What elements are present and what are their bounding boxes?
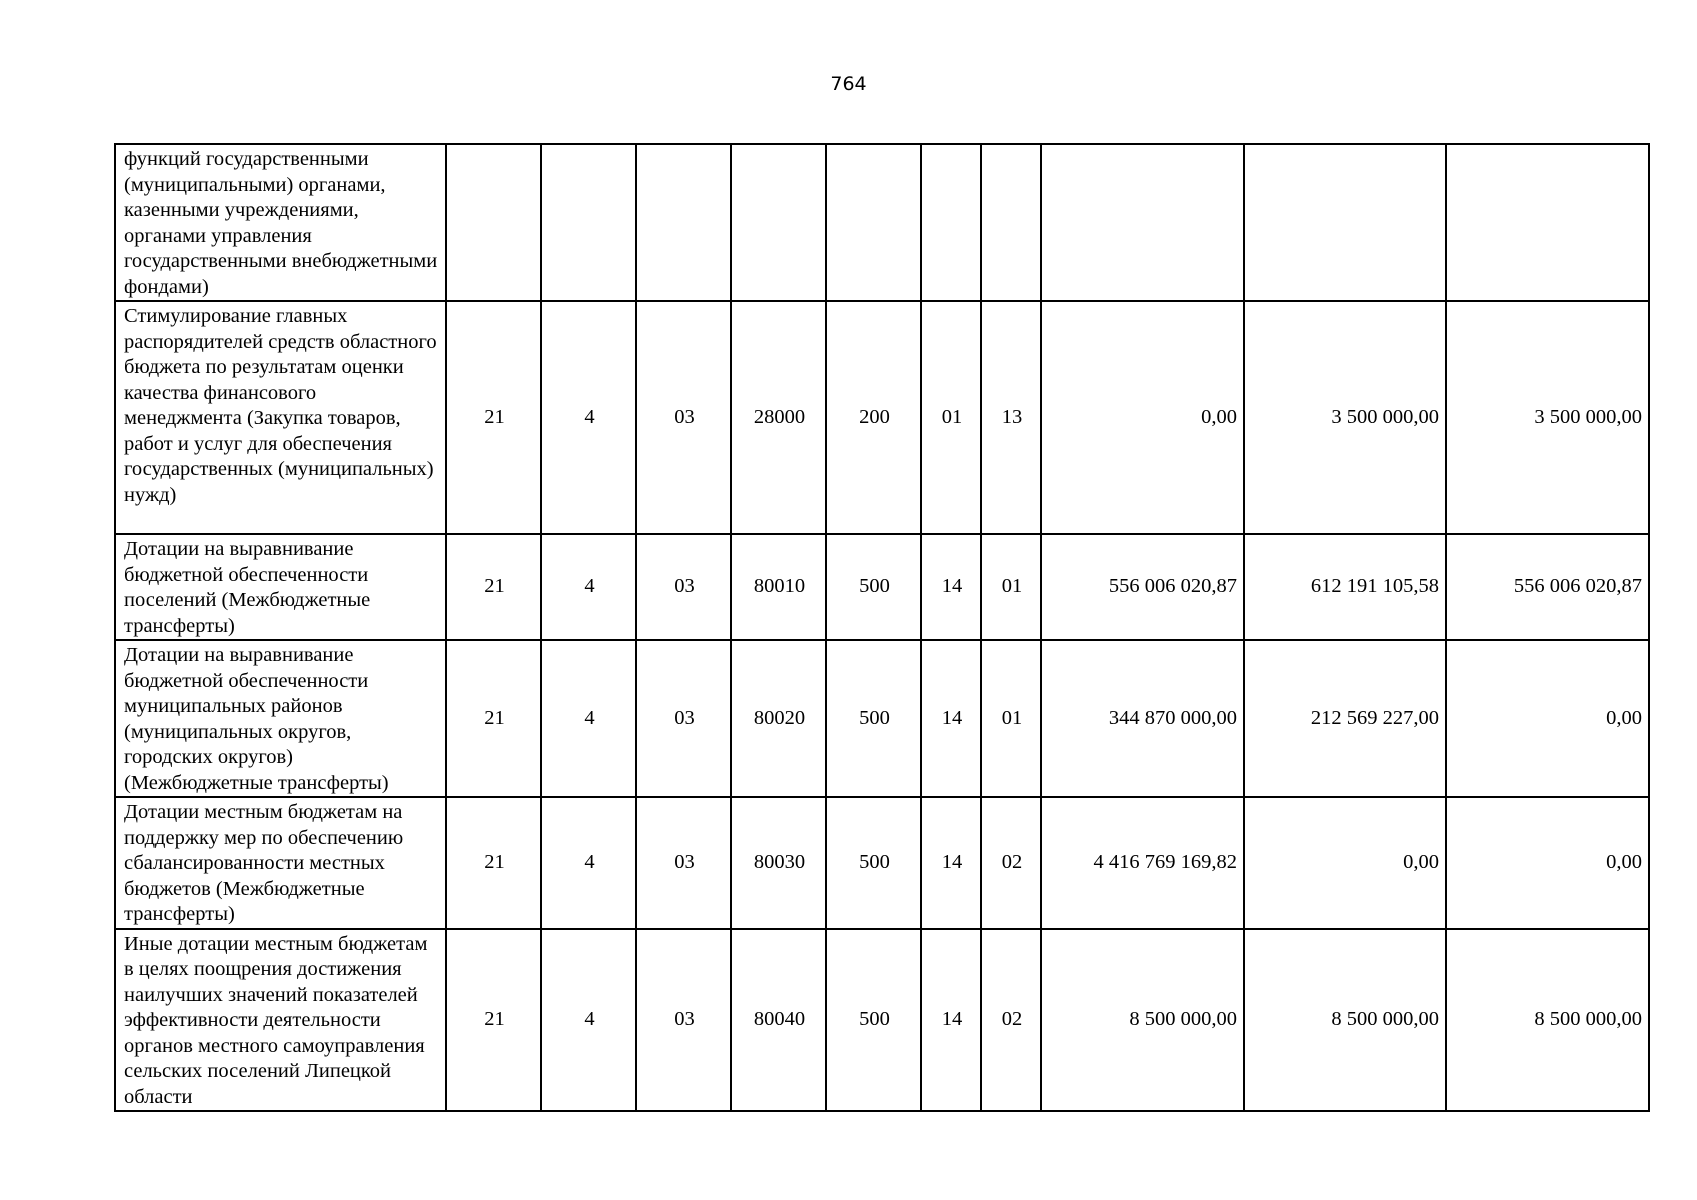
main-activity-code-cell — [636, 144, 731, 301]
subsection-code-cell: 13 — [981, 301, 1041, 534]
program-code-cell: 21 — [446, 534, 541, 640]
table-row — [115, 301, 1649, 534]
amount-cell-1: 4 416 769 169,82 — [1041, 797, 1244, 929]
program-code-cell: 21 — [446, 797, 541, 929]
row-description: функций государственными (муниципальными) органами, казенными учреждениями, органами управления государственными внебюджетными фондами) — [115, 144, 446, 301]
program-code-cell — [446, 144, 541, 301]
section-code-cell — [921, 144, 981, 301]
expense-type-cell: 500 — [826, 640, 921, 797]
amount-cell-3: 556 006 020,87 — [1446, 534, 1649, 640]
subprogram-code-cell: 4 — [541, 301, 636, 534]
page-number: 764 — [830, 73, 867, 95]
section-code-cell: 14 — [921, 534, 981, 640]
amount-cell-3: 8 500 000,00 — [1446, 929, 1649, 1112]
amount-cell-3: 0,00 — [1446, 640, 1649, 797]
table-row — [115, 929, 1649, 1112]
expense-type-cell: 500 — [826, 797, 921, 929]
expense-type-cell: 500 — [826, 534, 921, 640]
subprogram-code-cell: 4 — [541, 797, 636, 929]
amount-cell-1: 556 006 020,87 — [1041, 534, 1244, 640]
direction-code-cell: 80030 — [731, 797, 826, 929]
table-row — [115, 640, 1649, 797]
subsection-code-cell: 01 — [981, 640, 1041, 797]
amount-cell-3: 0,00 — [1446, 797, 1649, 929]
program-code-cell: 21 — [446, 301, 541, 534]
amount-cell-2 — [1244, 144, 1446, 301]
direction-code-cell: 80010 — [731, 534, 826, 640]
row-description: Иные дотации местным бюджетам в целях поощрения достижения наилучших значений показателей эффективности деятельности органов местного самоуправления сельских поселений Липецкой области — [115, 929, 446, 1112]
row-description: Стимулирование главных распорядителей средств областного бюджета по результатам оценки качества финансового менеджмента (Закупка товаров, работ и услуг для обеспечения государственных (муниципальных) нужд) — [115, 301, 446, 534]
direction-code-cell: 80040 — [731, 929, 826, 1112]
subsection-code-cell: 02 — [981, 929, 1041, 1112]
subprogram-code-cell: 4 — [541, 534, 636, 640]
budget-table — [114, 143, 1650, 1112]
section-code-cell: 01 — [921, 301, 981, 534]
amount-cell-2: 612 191 105,58 — [1244, 534, 1446, 640]
subprogram-code-cell — [541, 144, 636, 301]
row-description: Дотации на выравнивание бюджетной обеспеченности муниципальных районов (муниципальных округов, городских округов) (Межбюджетные трансферты) — [115, 640, 446, 797]
amount-cell-2: 3 500 000,00 — [1244, 301, 1446, 534]
table-row — [115, 144, 1649, 301]
subsection-code-cell: 01 — [981, 534, 1041, 640]
row-description: Дотации местным бюджетам на поддержку мер по обеспечению сбалансированности местных бюджетов (Межбюджетные трансферты) — [115, 797, 446, 929]
direction-code-cell: 80020 — [731, 640, 826, 797]
program-code-cell: 21 — [446, 929, 541, 1112]
main-activity-code-cell: 03 — [636, 301, 731, 534]
main-activity-code-cell: 03 — [636, 640, 731, 797]
amount-cell-1: 344 870 000,00 — [1041, 640, 1244, 797]
main-activity-code-cell: 03 — [636, 534, 731, 640]
section-code-cell: 14 — [921, 640, 981, 797]
subsection-code-cell: 02 — [981, 797, 1041, 929]
expense-type-cell: 500 — [826, 929, 921, 1112]
budget-table-body — [115, 144, 1649, 1111]
direction-code-cell — [731, 144, 826, 301]
amount-cell-1: 8 500 000,00 — [1041, 929, 1244, 1112]
subprogram-code-cell: 4 — [541, 929, 636, 1112]
section-code-cell: 14 — [921, 929, 981, 1112]
program-code-cell: 21 — [446, 640, 541, 797]
table-row — [115, 534, 1649, 640]
amount-cell-2: 212 569 227,00 — [1244, 640, 1446, 797]
section-code-cell: 14 — [921, 797, 981, 929]
expense-type-cell — [826, 144, 921, 301]
amount-cell-3 — [1446, 144, 1649, 301]
main-activity-code-cell: 03 — [636, 929, 731, 1112]
expense-type-cell: 200 — [826, 301, 921, 534]
subsection-code-cell — [981, 144, 1041, 301]
table-row — [115, 797, 1649, 929]
amount-cell-1: 0,00 — [1041, 301, 1244, 534]
row-description: Дотации на выравнивание бюджетной обеспеченности поселений (Межбюджетные трансферты) — [115, 534, 446, 640]
subprogram-code-cell: 4 — [541, 640, 636, 797]
amount-cell-1 — [1041, 144, 1244, 301]
amount-cell-2: 8 500 000,00 — [1244, 929, 1446, 1112]
direction-code-cell: 28000 — [731, 301, 826, 534]
amount-cell-3: 3 500 000,00 — [1446, 301, 1649, 534]
main-activity-code-cell: 03 — [636, 797, 731, 929]
amount-cell-2: 0,00 — [1244, 797, 1446, 929]
